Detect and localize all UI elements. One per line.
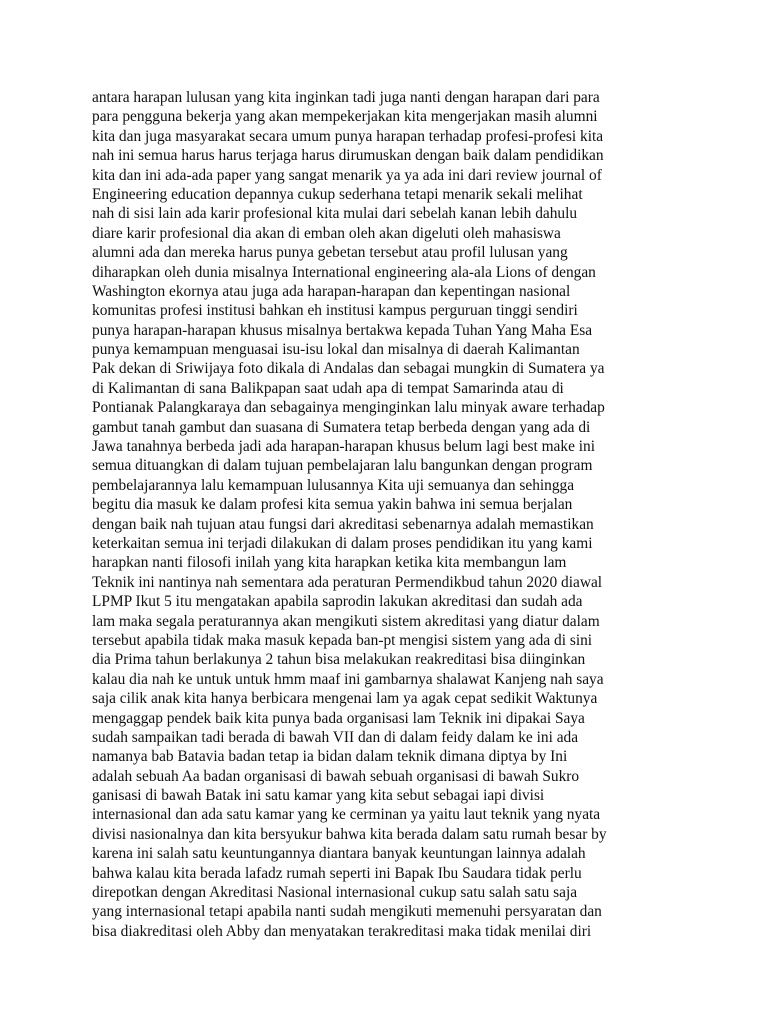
text-line: dengan baik nah tujuan atau fungsi dari akreditasi sebenarnya adalah memastikan [92,515,594,533]
text-line: Pak dekan di Sriwijaya foto dikala di Andalas dan sebagai mungkin di Sumatera ya [92,360,605,378]
text-line: antara harapan lulusan yang kita inginkan tadi juga nanti dengan harapan dari para [92,89,600,106]
text-line: lam maka segala peraturannya akan mengikuti sistem akreditasi yang diatur dalam [92,612,600,630]
text-line: yang internasional tetapi apabila nanti sudah mengikuti memenuhi persyaratan dan [92,903,602,921]
text-line: internasional dan ada satu kamar yang ke cerminan ya yaitu laut teknik yang nyata [92,806,601,824]
text-line: Washington ekornya atau juga ada harapan-harapan dan kepentingan nasional [92,282,571,300]
text-line: divisi nasionalnya dan kita bersyukur bahwa kita berada dalam satu rumah besar by [92,825,607,843]
text-line: Pontianak Palangkaraya dan sebagainya menginginkan lalu minyak aware terhadap [92,399,605,417]
text-line: nah ini semua harus harus terjaga harus dirumuskan dengan baik dalam pendidikan [92,147,604,165]
text-line: nah di sisi lain ada karir profesional kita mulai dari sebelah kanan lebih dahulu [92,205,578,223]
text-line: tersebut apabila tidak maka masuk kepada ban-pt mengisi sistem yang ada di sini [92,631,593,649]
text-line: bahwa kalau kita berada lafadz rumah seperti ini Bapak Ibu Saudara tidak perlu [92,864,582,882]
text-line: di Kalimantan di sana Balikpapan saat udah apa di tempat Samarinda atau di [92,379,564,397]
text-line: karena ini salah satu keuntungannya diantara banyak keuntungan lainnya adalah [92,845,586,863]
text-line: sudah sampaikan tadi berada di bawah VII dan di dalam feidy dalam ke ini ada [92,728,579,746]
text-line: kita dan ini ada-ada paper yang sangat menarik ya ya ada ini dari review journal of [92,166,602,184]
text-line: diharapkan oleh dunia misalnya International engineering ala-ala Lions of dengan [92,263,596,281]
text-line: diare karir profesional dia akan di emban oleh akan digeluti oleh mahasiswa [92,224,561,242]
text-line: direpotkan dengan Akreditasi Nasional internasional cukup satu salah satu saja [92,884,578,902]
text-line: keterkaitan semua ini terjadi dilakukan di dalam proses pendidikan itu yang kami [92,534,593,552]
text-line: pembelajarannya lalu kemampuan lulusannya Kita uji semuanya dan sehingga [92,476,575,494]
text-line: punya harapan-harapan khusus misalnya bertakwa kepada Tuhan Yang Maha Esa [92,321,593,339]
text-line: ganisasi di bawah Batak ini satu kamar yang kita sebut sebagai iapi divisi [92,787,545,805]
text-line: gambut tanah gambut dan suasana di Sumatera tetap berbeda dengan yang ada di [92,418,591,436]
text-line: dia Prima tahun berlakunya 2 tahun bisa melakukan reakreditasi bisa diinginkan [92,651,586,669]
text-line: begitu dia masuk ke dalam profesi kita semua yakin bahwa ini semua berjalan [92,496,573,514]
text-line: adalah sebuah Aa badan organisasi di bawah sebuah organisasi di bawah Sukro [92,767,580,785]
text-line: komunitas profesi institusi bahkan eh institusi kampus perguruan tinggi sendiri [92,302,578,320]
body-text [92,88,692,941]
text-line: harapkan nanti filosofi inilah yang kita harapkan ketika kita membangun lam [92,554,567,572]
text-line: bisa diakreditasi oleh Abby dan menyatakan terakreditasi maka tidak menilai diri [92,922,592,940]
text-line: namanya bab Batavia badan tetap ia bidan dalam teknik dimana diptya by Ini [92,748,568,766]
text-line: mengaggap pendek baik kita punya bada organisasi lam Teknik ini dipakai Saya [92,709,585,727]
text-line: Engineering education depannya cukup sederhana tetapi menarik sekali melihat [92,185,583,203]
text-line: LPMP Ikut 5 itu mengatakan apabila saprodin lakukan akreditasi dan sudah ada [92,593,583,611]
text-line: Teknik ini nantinya nah sementara ada peraturan Permendikbud tahun 2020 diawal [92,573,603,591]
text-line: punya kemampuan menguasai isu-isu lokal dan misalnya di daerah Kalimantan [92,341,580,359]
text-line: para pengguna bekerja yang akan mempekerjakan kita mengerjakan masih alumni [92,108,598,126]
text-line: saja cilik anak kita hanya berbicara mengenai lam ya agak cepat sedikit Waktunya [92,690,598,708]
text-line: kalau dia nah ke untuk untuk hmm maaf ini gambarnya shalawat Kanjeng nah saya [92,670,604,688]
text-line: alumni ada dan mereka harus punya gebetan tersebut atau profil lulusan yang [92,244,568,262]
text-line: Jawa tanahnya berbeda jadi ada harapan-harapan khusus belum lagi best make ini [92,438,595,456]
text-line: kita dan juga masyarakat secara umum punya harapan terhadap profesi-profesi kita [92,127,604,145]
text-line: semua dituangkan di dalam tujuan pembelajaran lalu bangunkan dengan program [92,457,593,475]
